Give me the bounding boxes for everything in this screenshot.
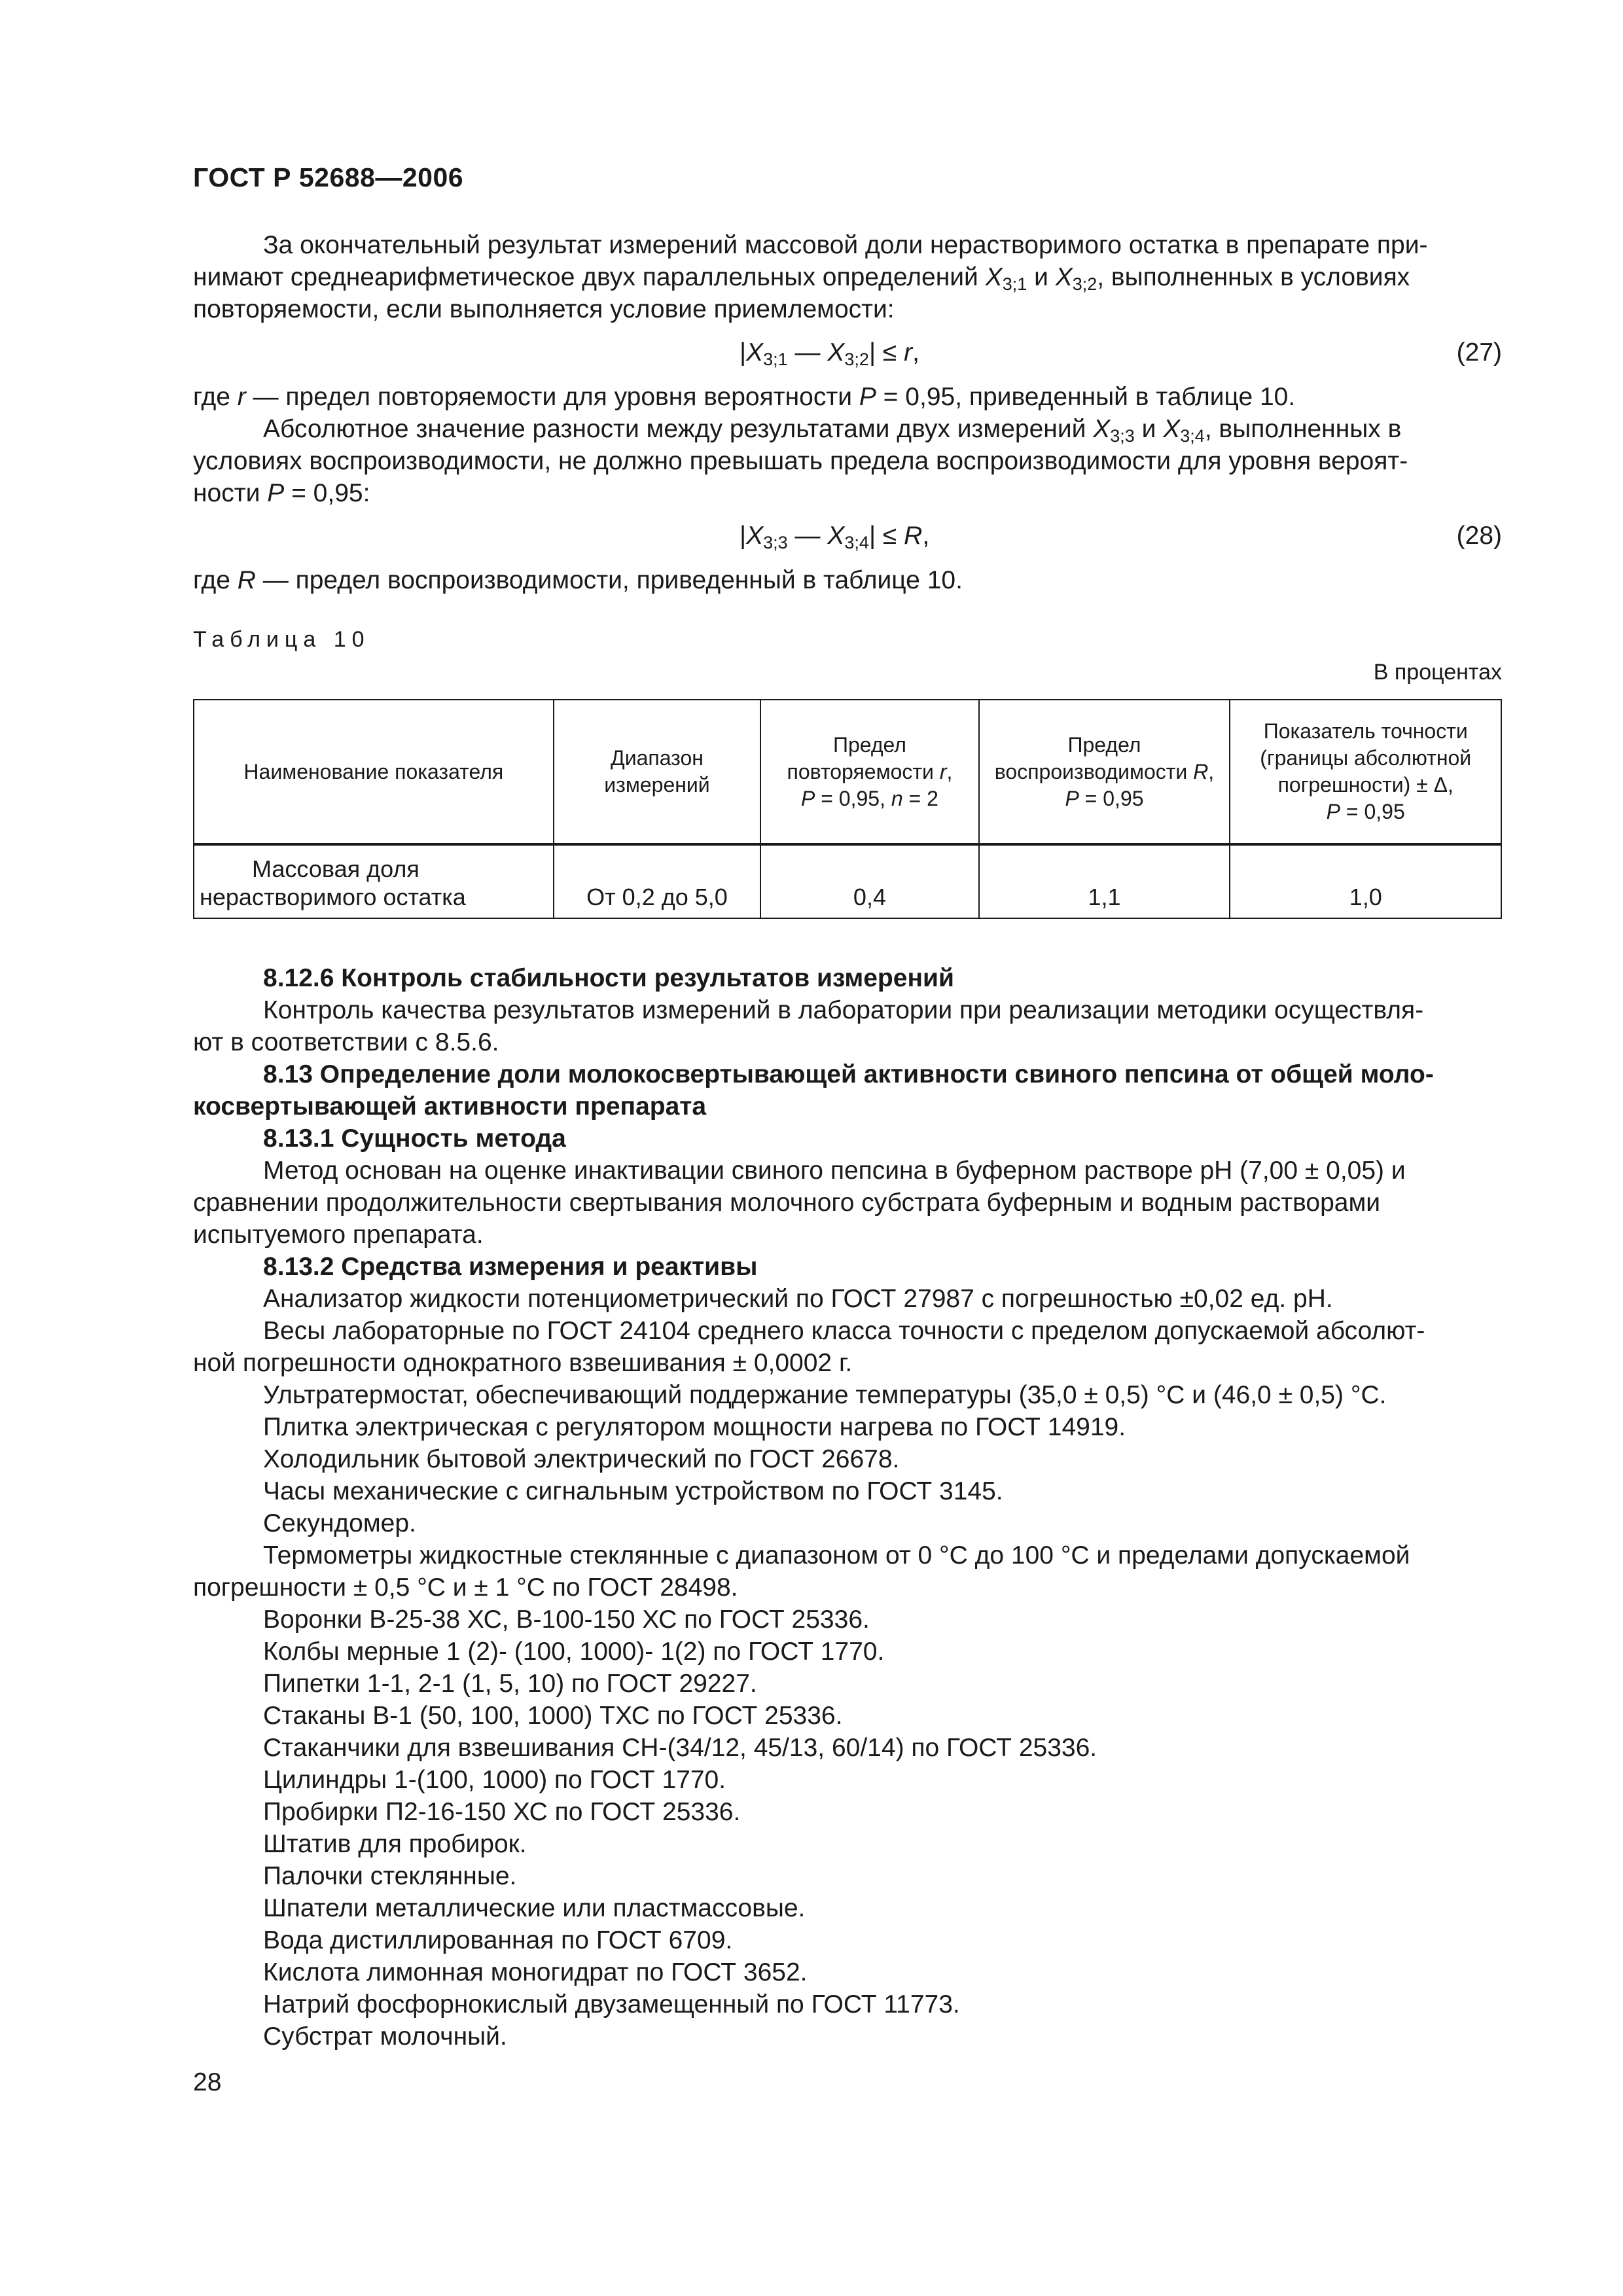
table-cell-repeatability: 0,4 [760,844,978,918]
section-8-12-6-title: 8.12.6 Контроль стабильности результатов измерений [263,964,954,992]
equipment-line: Кислота лимонная моногидрат по ГОСТ 3652. [263,1958,808,1986]
table-caption: Таблица 10 [193,627,370,652]
equipment-line: Весы лабораторные по ГОСТ 24104 среднего класса точности с пределом допускаемой абсолют- [263,1317,1425,1345]
section-8-12-6-line-2: ют в соответствии с 8.5.6. [193,1028,499,1056]
equipment-line: Натрий фосфорнокислый двузамещенный по ГОСТ 11773. [263,1990,960,2018]
section-8-13-title-line-2: косвертывающей активности препарата [193,1092,707,1121]
para1-line-1: За окончательный результат измерений массовой доли нерастворимого остатка в препарате при- [263,231,1428,259]
table-cell-reproducibility: 1,1 [979,844,1230,918]
equipment-line: Анализатор жидкости потенциометрический по ГОСТ 27987 с погрешностью ±0,02 ед. pH. [263,1285,1333,1313]
section-8-13-1-title: 8.13.1 Сущность метода [263,1124,566,1153]
section-8-13-1-line-3: испытуемого препарата. [193,1221,484,1249]
equipment-line: Штатив для пробирок. [263,1830,527,1858]
section-8-13-2-title: 8.13.2 Средства измерения и реактивы [263,1253,758,1281]
table-cell-range: От 0,2 до 5,0 [554,844,761,918]
table-cell-accuracy: 1,0 [1230,844,1501,918]
section-8-13-1-line-1: Метод основан на оценке инактивации свиного пепсина в буферном растворе pH (7,00 ± 0,05) и [263,1157,1406,1185]
table-row [194,844,1501,918]
page-number: 28 [193,2068,222,2096]
table-unit: В процентах [1373,660,1502,685]
equipment-line: Колбы мерные 1 (2)- (100, 1000)- 1(2) по ГОСТ 1770. [263,1638,885,1666]
para1-line-2: нимают среднеарифметическое двух параллельных определений $X_{3;1}$ и $X_{3;2}$, выполненных в условиях [193,263,1410,294]
equipment-line: Ультратермостат, обеспечивающий поддержание температуры (35,0 ± 0,5) °С и (46,0 ± 0,5) °С. [263,1381,1387,1409]
equipment-line: Холодильник бытовой электрический по ГОСТ 26678. [263,1445,900,1473]
section-8-13-1-line-2: сравнении продолжительности свертывания молочного субстрата буферным и водным растворами [193,1189,1381,1217]
section-8-12-6-line-1: Контроль качества результатов измерений в лаборатории при реализации методики осуществля- [263,996,1424,1024]
table-header-reproducibility: Предел воспроизводимости R, P = 0,95 [979,700,1230,844]
equipment-line: Пипетки 1-1, 2-1 (1, 5, 10) по ГОСТ 29227. [263,1670,757,1698]
table-header-range: Диапазон измерений [554,700,761,844]
para2-line-3: ности P = 0,95: [193,479,370,507]
table-cell-name: Массовая доля нерастворимого остатка [194,844,554,918]
equipment-line: Воронки В-25-38 ХС, В-100-150 ХС по ГОСТ 25336. [263,1605,870,1634]
equipment-line: Цилиндры 1-(100, 1000) по ГОСТ 1770. [263,1766,726,1794]
para1-line-3: повторяемости, если выполняется условие приемлемости: [193,295,895,323]
formula-27: $|X_{3;1}$ — $X_{3;2}| \le r$, [740,338,919,369]
where-r-line: где r — предел повторяемости для уровня вероятности P = 0,95, приведенный в таблице 10. [193,383,1296,411]
equipment-line: Часы механические с сигнальным устройством по ГОСТ 3145. [263,1477,1003,1505]
equipment-line: погрешности ± 0,5 °С и ± 1 °С по ГОСТ 28498. [193,1573,738,1602]
equipment-line: Плитка электрическая с регулятором мощности нагрева по ГОСТ 14919. [263,1413,1126,1441]
formula-27-number: (27) [1456,338,1502,367]
formula-28-number: (28) [1456,522,1502,550]
equipment-line: Субстрат молочный. [263,2022,507,2051]
equipment-line: Стаканы В-1 (50, 100, 1000) ТХС по ГОСТ 25336. [263,1702,843,1730]
section-8-13-title-line-1: 8.13 Определение доли молокосвертывающей активности свиного пепсина от общей моло- [263,1060,1434,1088]
equipment-line: Шпатели металлические или пластмассовые. [263,1894,806,1922]
equipment-line: Вода дистиллированная по ГОСТ 6709. [263,1926,733,1954]
formula-28: $|X_{3;3}$ — $X_{3;4}| \le R$, [740,522,930,552]
para2-line-1: Абсолютное значение разности между результатами двух измерений $X_{3;3}$ и $X_{3;4}$, выполненных в [263,415,1402,446]
document-header: ГОСТ Р 52688—2006 [193,162,464,192]
equipment-line: Термометры жидкостные стеклянные с диапазоном от 0 °С до 100 °С и пределами допускаемой [263,1541,1410,1570]
equipment-line: Палочки стеклянные. [263,1862,517,1890]
equipment-line: Пробирки П2-16-150 ХС по ГОСТ 25336. [263,1798,741,1826]
table-header-name: Наименование показателя [194,700,554,844]
para2-line-2: условиях воспроизводимости, не должно превышать предела воспроизводимости для уровня вероят- [193,447,1408,475]
table-header-accuracy: Показатель точности (границы абсолютной погрешности) ± Δ, P = 0,95 [1230,700,1501,844]
equipment-line: ной погрешности однократного взвешивания ± 0,0002 г. [193,1349,853,1377]
where-R-line: где R — предел воспроизводимости, приведенный в таблице 10. [193,566,963,594]
table-10 [193,699,1502,919]
table-header-repeatability: Предел повторяемости r, P = 0,95, n = 2 [760,700,978,844]
equipment-line: Секундомер. [263,1509,416,1537]
equipment-line: Стаканчики для взвешивания СН-(34/12, 45/13, 60/14) по ГОСТ 25336. [263,1734,1097,1762]
